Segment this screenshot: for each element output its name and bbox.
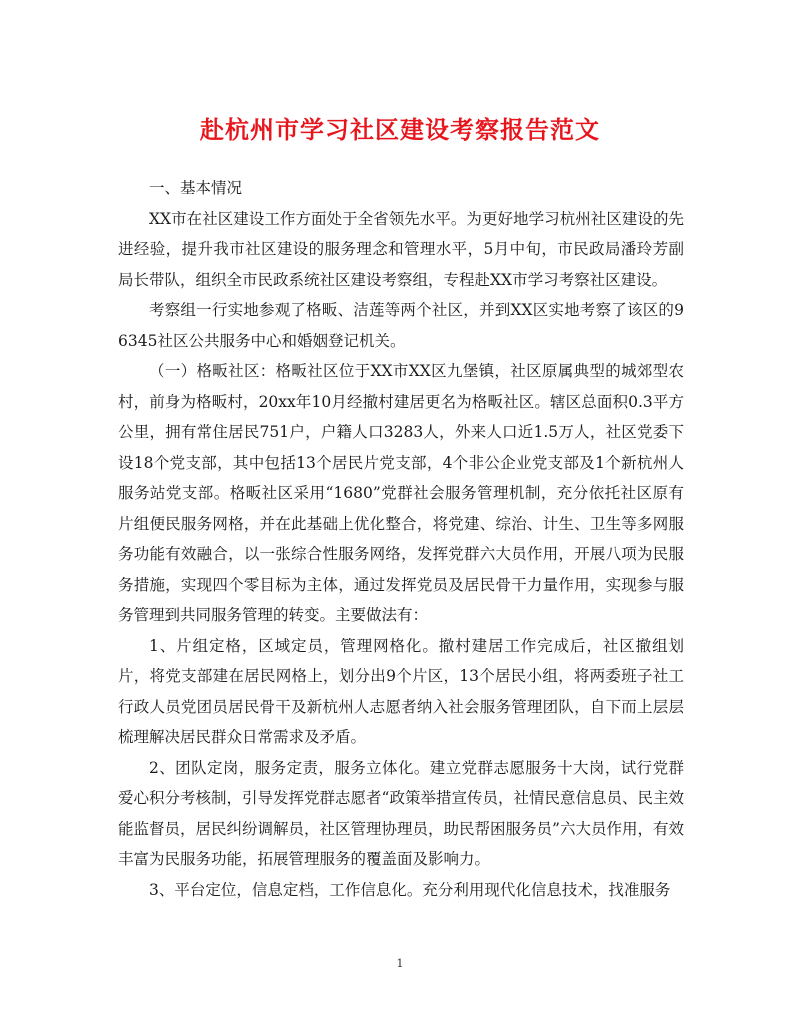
document-title: 赴杭州市学习社区建设考察报告范文 xyxy=(200,115,600,144)
paragraph: （一）格畈社区：格畈社区位于XX市XX区九堡镇，社区原属典型的城郊型农村，前身为格畈村，20xx年10月经撤村建居更名为格畈社区。辖区总面积0.3平方公里，拥有常住居民751户，户籍人口3283人，外来人口近1.5万人，社区党委下设18个党支部，其中包括13个居民片党支部，4个非公企业党支部及1个新杭州人服务站党支部。格畈社区采用“1680”党群社会服务管理机制，充分依托社区原有片组便民服务网格，并在此基础上优化整合，将党建、综治、计生、卫生等多网服务功能有效融合，以一张综合性服务网络，发挥党群六大员作用，开展八项为民服务措施，实现四个零目标为主体，通过发挥党员及居民骨干力量作用，实现参与服务管理到共同服务管理的转变。主要做法有： xyxy=(118,362,684,624)
page-number: 1 xyxy=(396,957,404,970)
paragraph: 2、团队定岗，服务定责，服务立体化。建立党群志愿服务十大岗，试行党群爱心积分考核制，引导发挥党群志愿者“政策举措宣传员，社情民意信息员、民主效能监督员，居民纠纷调解员，社区管理协理员，助民帮困服务员”六大员作用，有效丰富为民服务功能，拓展管理服务的覆盖面及影响力。 xyxy=(118,758,684,868)
paragraph: 考察组一行实地参观了格畈、洁莲等两个社区，并到XX区实地考察了该区的96345社区公共服务中心和婚姻登记机关。 xyxy=(118,301,684,350)
paragraph: XX市在社区建设工作方面处于全省领先水平。为更好地学习杭州社区建设的先进经验，提升我市社区建设的服务理念和管理水平，5月中旬，市民政局潘玲芳副局长带队，组织全市民政系统社区建设考察组，专程赴XX市学习考察社区建设。 xyxy=(118,209,684,289)
paragraph: 3、平台定位，信息定档，工作信息化。充分利用现代化信息技术，找准服务 xyxy=(149,880,671,899)
section-heading: 一、基本情况 xyxy=(149,179,243,197)
document-body xyxy=(118,173,684,905)
paragraph: 1、片组定格，区域定员，管理网格化。撤村建居工作完成后，社区撤组划片，将党支部建在居民网格上，划分出9个片区，13个居民小组，将两委班子社工行政人员党团员居民骨干及新杭州人志愿者纳入社会服务管理团队，自下而上层层梳理解决居民群众日常需求及矛盾。 xyxy=(118,636,684,746)
